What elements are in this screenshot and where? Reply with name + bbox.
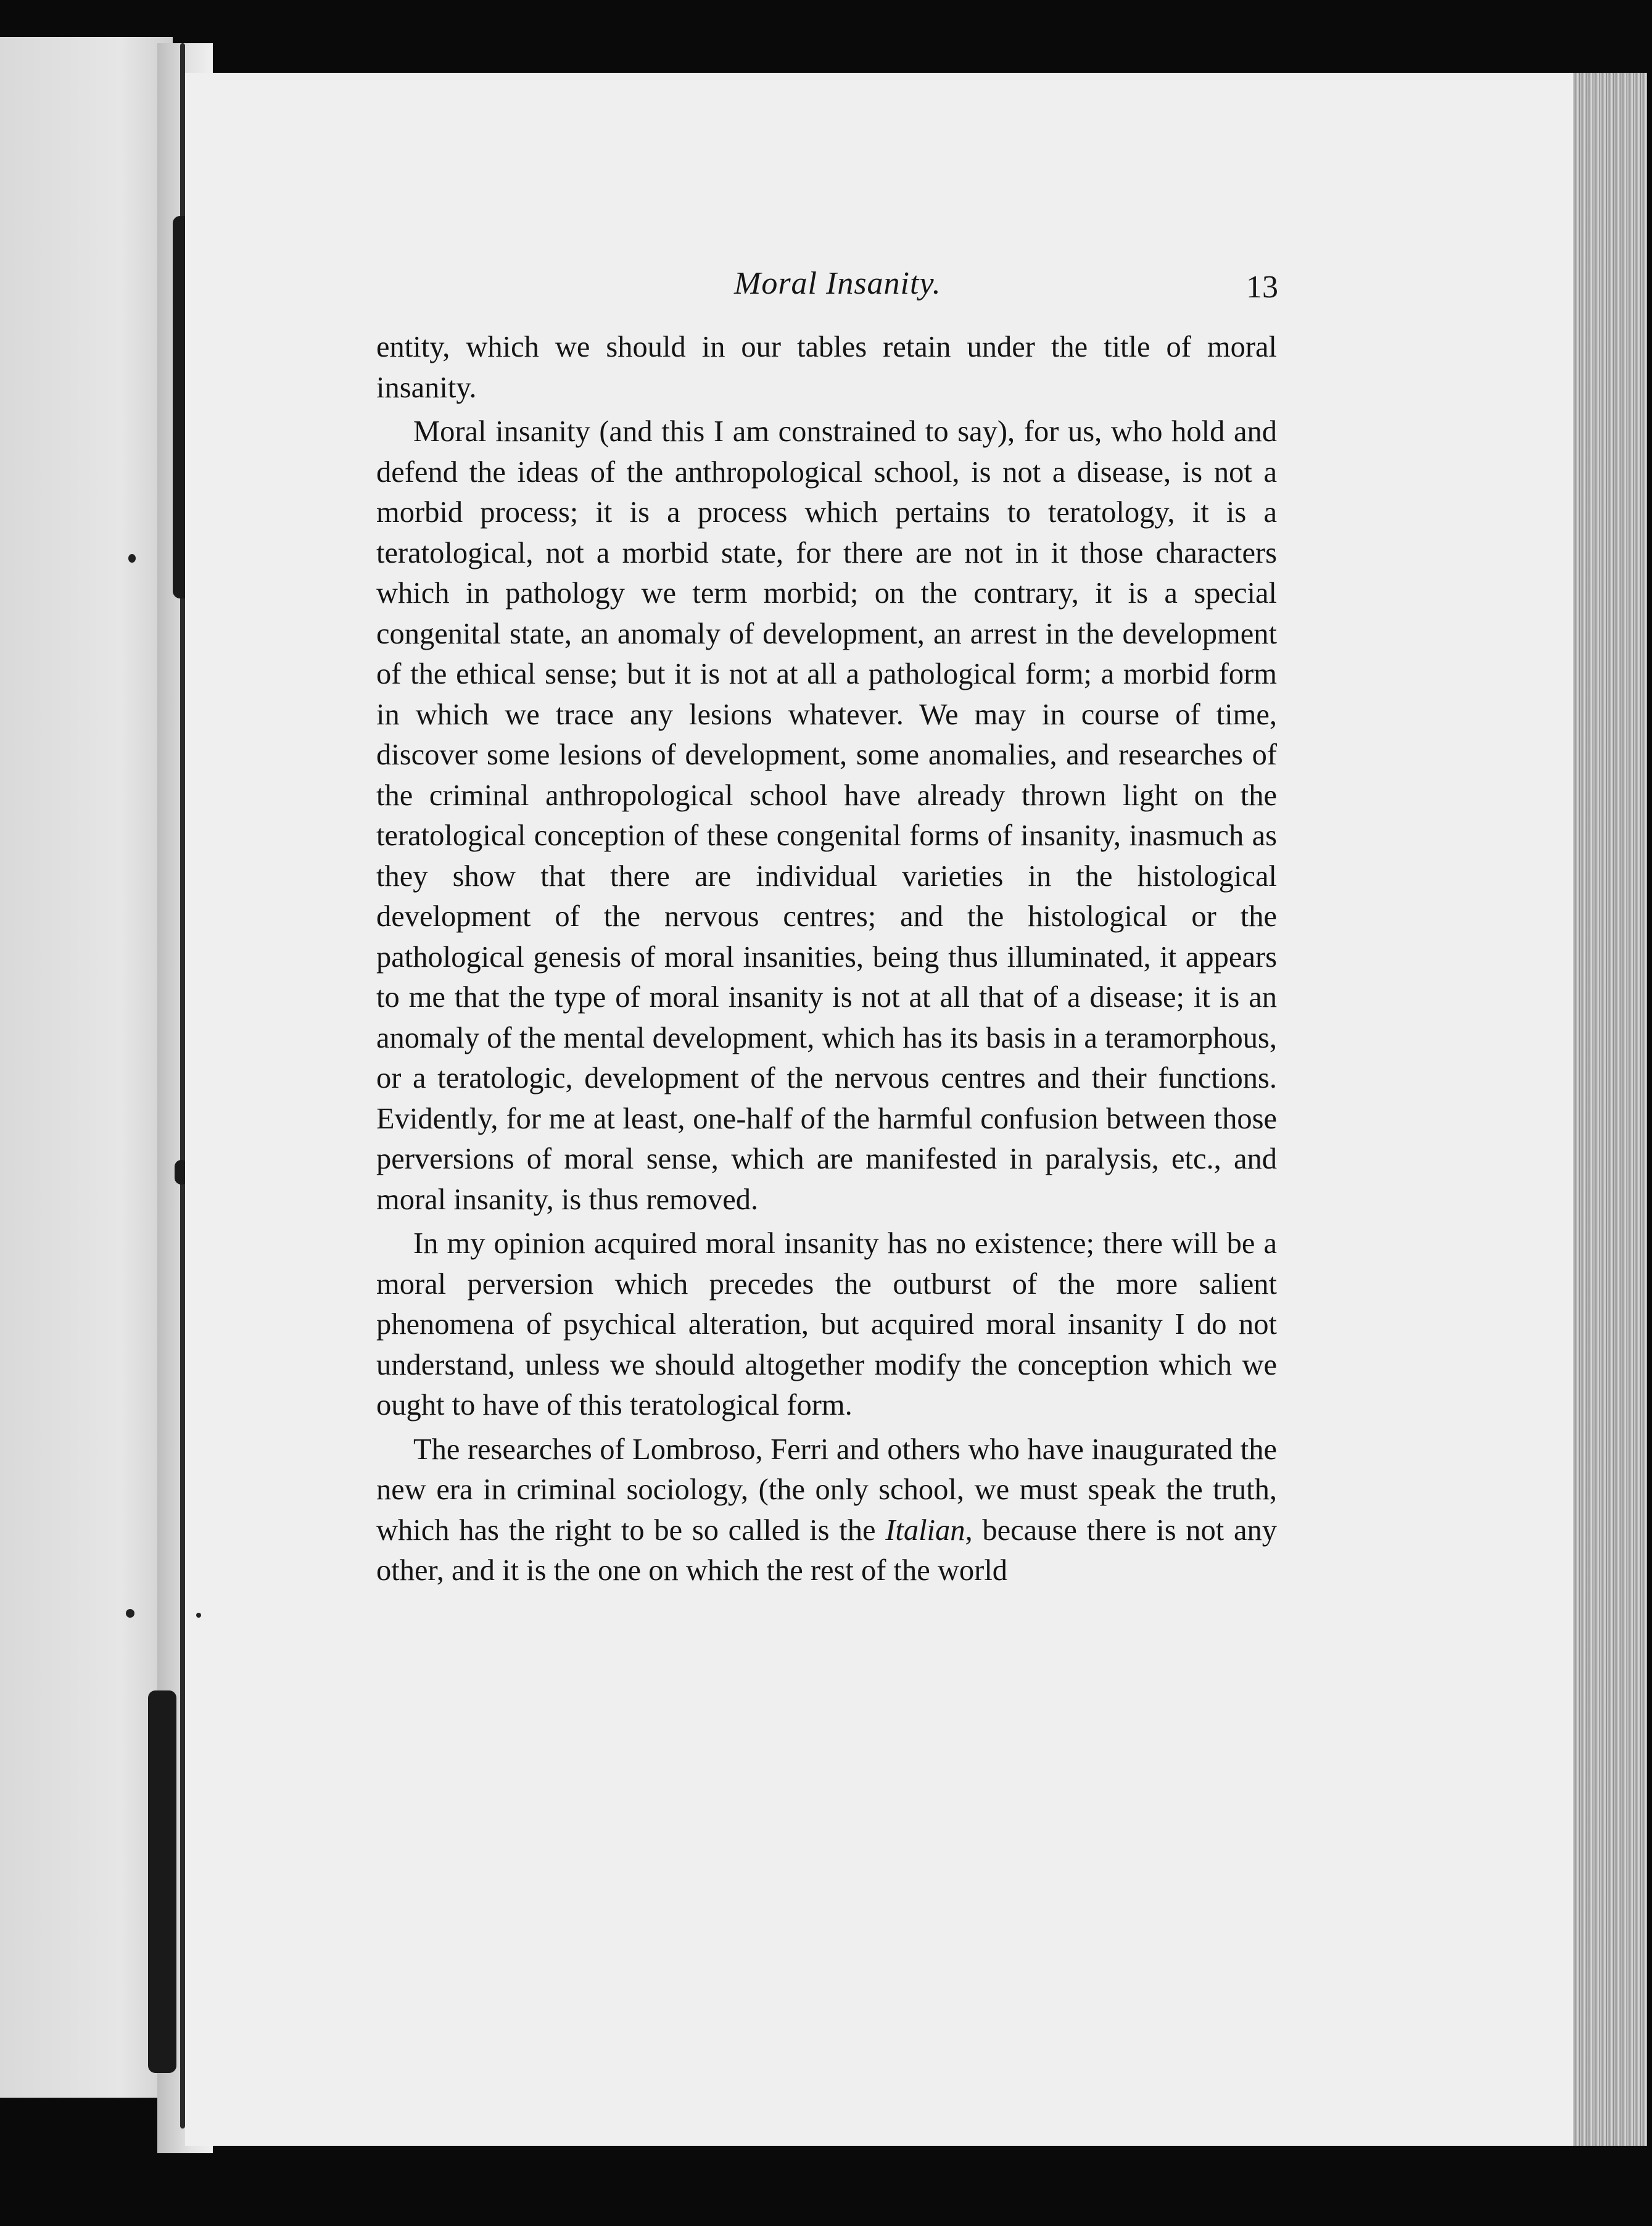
paragraph-text: because there is not any other, and it is the one on which the rest of the world xyxy=(376,1513,1277,1587)
scan-speck xyxy=(126,1609,134,1618)
scan-speck xyxy=(128,554,136,563)
paragraph xyxy=(376,1430,1277,1591)
facing-page-edge xyxy=(0,37,173,2098)
binding-stitch-bottom xyxy=(148,1690,176,2073)
page-number: 13 xyxy=(1246,270,1278,305)
italic-word: Italian, xyxy=(885,1513,973,1547)
body-text xyxy=(376,327,1277,1591)
paragraph-text: The researches of Lombroso, Ferri and others who have inaugurated the new era in criminal sociology, (the only school, we must speak the truth, which has the right to be so called is the xyxy=(376,1433,1277,1547)
page-block-edge xyxy=(1573,73,1647,2146)
paragraph: In my opinion acquired moral insanity has no existence; there will be a moral perversion which precedes the outburst of the more salient phenomena of psychical alteration, but acquired moral insanity I do not understand, unless we should altogether modify the conception which we ought to have of this teratological form. xyxy=(376,1227,1277,1421)
running-title: Moral Insanity. xyxy=(734,266,941,301)
running-head xyxy=(185,265,1592,315)
paragraph: entity, which we should in our tables retain under the title of moral insanity. xyxy=(376,331,1277,404)
paragraph: Moral insanity (and this I am constrained to say), for us, who hold and defend the ideas of the anthropological school, is not a disease, is not a morbid process; it is a process which pertains to teratology, it is a teratological, not a morbid state, for there are not in it those characters which in pathology we term morbid; on the contrary, it is a special congenital state, an anomaly of development, an arrest in the development of the ethical sense; but it is not at all a pathological form; a morbid form in which we trace any lesions whatever. We may in course of time, discover some lesions of development, some anomalies, and researches of the criminal anthropological school have already thrown light on the teratological conception of these congenital forms of insanity, inasmuch as they show that there are individual varieties in the histological development of the nervous centres; and the histological or the pathological genesis of moral insanities, being thus illuminated, it appears to me that the type of moral insanity is not at all that of a disease; it is an anomaly of the mental development, which has its basis in a teramorphous, or a teratologic, development of the nervous centres and their functions. Evidently, for me at least, one-half of the harmful confusion between those perversions of moral sense, which are manifested in paralysis, etc., and moral insanity, is thus removed. xyxy=(376,415,1277,1216)
scan-speck xyxy=(196,1613,201,1618)
